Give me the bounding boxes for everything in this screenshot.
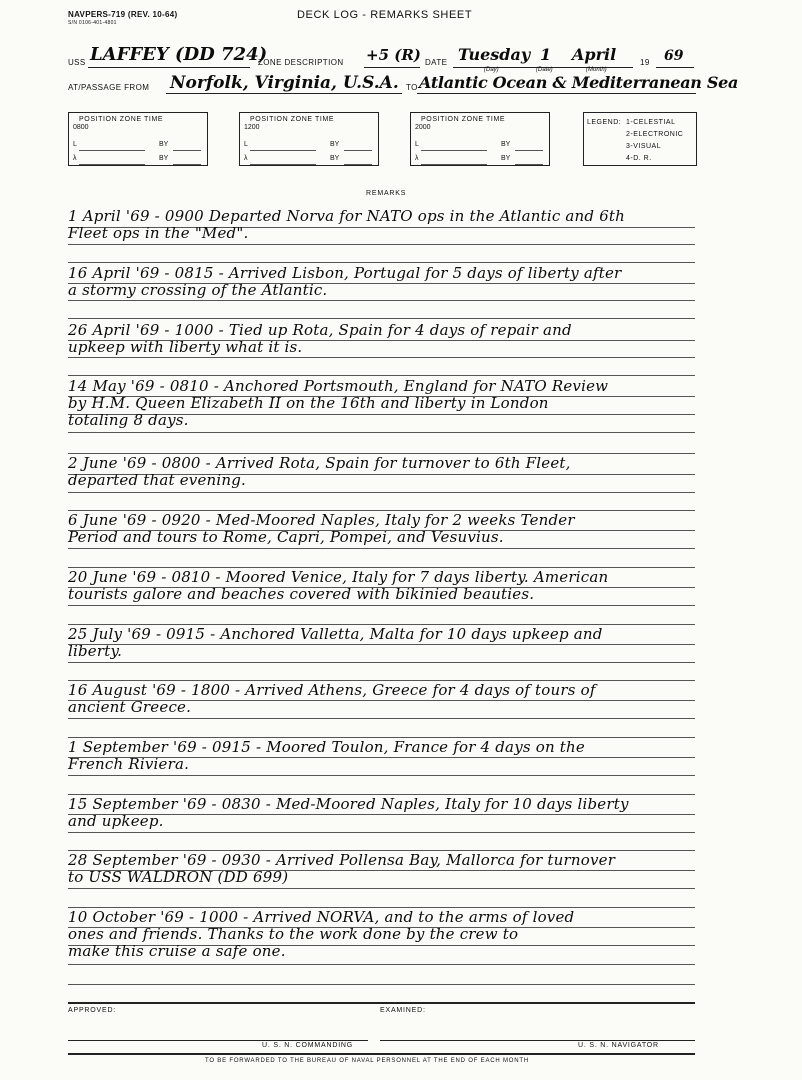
remark-entry-1 (68, 208, 708, 242)
form-stock-number: S/N 0106-401-4801 (68, 20, 117, 26)
ship-label: USS (68, 58, 86, 67)
remark-line: 28 September '69 - 0930 - Arrived Pollensa Bay, Mallorca for turnover (68, 851, 616, 869)
remark-entry-10 (68, 739, 708, 773)
remark-line: departed that evening. (68, 471, 247, 489)
remark-line: upkeep with liberty what it is. (68, 338, 303, 356)
remark-line: 1 September '69 - 0915 - Moored Toulon, France for 4 days on the (68, 738, 585, 756)
legend-item: 4-D. R. (626, 155, 652, 162)
remark-entry-6 (68, 512, 708, 546)
legend-label: LEGEND: (587, 119, 622, 126)
remark-entry-8 (68, 626, 708, 660)
remark-line: 10 October '69 - 1000 - Arrived NORVA, and to the arms of loved (68, 908, 575, 926)
remark-line: Fleet ops in the "Med". (68, 224, 249, 242)
date-month: April (572, 45, 617, 64)
remark-line: 26 April '69 - 1000 - Tied up Rota, Spain for 4 days of repair and (68, 321, 572, 339)
by-label: BY (159, 141, 169, 148)
remark-line: ones and friends. Thanks to the work done by the crew to (68, 925, 519, 943)
latitude-label: L (415, 141, 419, 148)
remark-line: ancient Greece. (68, 698, 192, 716)
legend-item: 2-ELECTRONIC (626, 131, 684, 138)
longitude-label: λ (73, 155, 77, 162)
remark-line: 15 September '69 - 0830 - Med-Moored Naples, Italy for 10 days liberty (68, 795, 629, 813)
passage-from-label: AT/PASSAGE FROM (68, 83, 150, 92)
remark-line: 20 June '69 - 0810 - Moored Venice, Italy for 7 days liberty. American (68, 568, 609, 586)
date-day: 1 (540, 45, 552, 64)
position-box-header: POSITION ZONE TIME (250, 116, 335, 123)
latitude-label: L (244, 141, 248, 148)
position-box-time: 2000 (415, 124, 431, 131)
legend-item: 3-VISUAL (626, 143, 662, 150)
remark-entry-9 (68, 682, 708, 716)
position-box-0800 (68, 112, 208, 166)
remark-entry-5 (68, 455, 708, 489)
forwarding-instruction: TO BE FORWARDED TO THE BUREAU OF NAVAL PERSONNEL AT THE END OF EACH MONTH (205, 1058, 529, 1064)
remark-entry-2 (68, 265, 708, 299)
longitude-label: λ (415, 155, 419, 162)
remark-entry-11 (68, 796, 708, 830)
remark-line: 1 April '69 - 0900 Departed Norva for NATO ops in the Atlantic and 6th (68, 207, 626, 225)
date-label: DATE (425, 58, 448, 67)
caption-day: (Day) (484, 67, 499, 73)
by-label: BY (501, 155, 511, 162)
passage-to-label: TO (406, 83, 418, 92)
position-box-time: 1200 (244, 124, 260, 131)
remark-entry-7 (68, 569, 708, 603)
remark-entry-12 (68, 852, 708, 886)
remark-line: liberty. (68, 642, 123, 660)
position-box-2000 (410, 112, 550, 166)
remark-line: tourists galore and beaches covered with bikinied beauties. (68, 585, 535, 603)
legend-item: 1-CELESTIAL (626, 119, 676, 126)
passage-from: Norfolk, Virginia, U.S.A. (170, 73, 399, 93)
date-day-name: Tuesday (458, 45, 531, 64)
remarks-heading: REMARKS (366, 190, 407, 197)
ship-name: LAFFEY (DD 724) (90, 44, 268, 65)
remark-line: French Riviera. (68, 755, 190, 773)
form-id: NAVPERS-719 (REV. 10-64) (68, 10, 178, 19)
year-prefix: 19 (640, 58, 650, 67)
position-box-time: 0800 (73, 124, 89, 131)
remark-line: Period and tours to Rome, Capri, Pompei, and Vesuvius. (68, 528, 504, 546)
remark-line: a stormy crossing of the Atlantic. (68, 281, 328, 299)
sheet-title: DECK LOG - REMARKS SHEET (297, 9, 473, 21)
remark-line: and upkeep. (68, 812, 164, 830)
remark-line: totaling 8 days. (68, 411, 189, 429)
remark-entry-4 (68, 378, 708, 429)
remark-line: 2 June '69 - 0800 - Arrived Rota, Spain for turnover to 6th Fleet, (68, 454, 571, 472)
zone-description: +5 (R) (366, 46, 421, 64)
position-box-header: POSITION ZONE TIME (421, 116, 506, 123)
approved-label: APPROVED: (68, 1007, 117, 1014)
remark-entry-3 (68, 322, 708, 356)
navigator-caption: U. S. N. NAVIGATOR (578, 1042, 659, 1049)
remark-line: 14 May '69 - 0810 - Anchored Portsmouth, England for NATO Review (68, 377, 609, 395)
position-box-1200 (239, 112, 379, 166)
caption-month: (Month) (586, 67, 607, 73)
remark-line: to USS WALDRON (DD 699) (68, 868, 289, 886)
passage-to: Atlantic Ocean & Mediterranean Sea (419, 73, 739, 92)
commanding-officer-caption: U. S. N. COMMANDING (262, 1042, 354, 1049)
examined-label: EXAMINED: (380, 1007, 426, 1014)
latitude-label: L (73, 141, 77, 148)
remark-line: 6 June '69 - 0920 - Med-Moored Naples, Italy for 2 weeks Tender (68, 511, 575, 529)
remark-line: 16 August '69 - 1800 - Arrived Athens, Greece for 4 days of tours of (68, 681, 596, 699)
position-box-header: POSITION ZONE TIME (79, 116, 164, 123)
by-label: BY (330, 141, 340, 148)
by-label: BY (159, 155, 169, 162)
remark-line: 25 July '69 - 0915 - Anchored Valletta, Malta for 10 days upkeep and (68, 625, 603, 643)
date-year: 69 (664, 48, 684, 64)
by-label: BY (330, 155, 340, 162)
zone-label: ZONE DESCRIPTION (258, 58, 344, 67)
form-number (68, 10, 177, 28)
by-label: BY (501, 141, 511, 148)
legend-box (583, 112, 697, 166)
caption-date: (Date) (536, 67, 553, 73)
longitude-label: λ (244, 155, 248, 162)
remark-line: 16 April '69 - 0815 - Arrived Lisbon, Portugal for 5 days of liberty after (68, 264, 622, 282)
remark-line: make this cruise a safe one. (68, 942, 286, 960)
remark-line: by H.M. Queen Elizabeth II on the 16th and liberty in London (68, 394, 549, 412)
remark-entry-13 (68, 909, 708, 960)
